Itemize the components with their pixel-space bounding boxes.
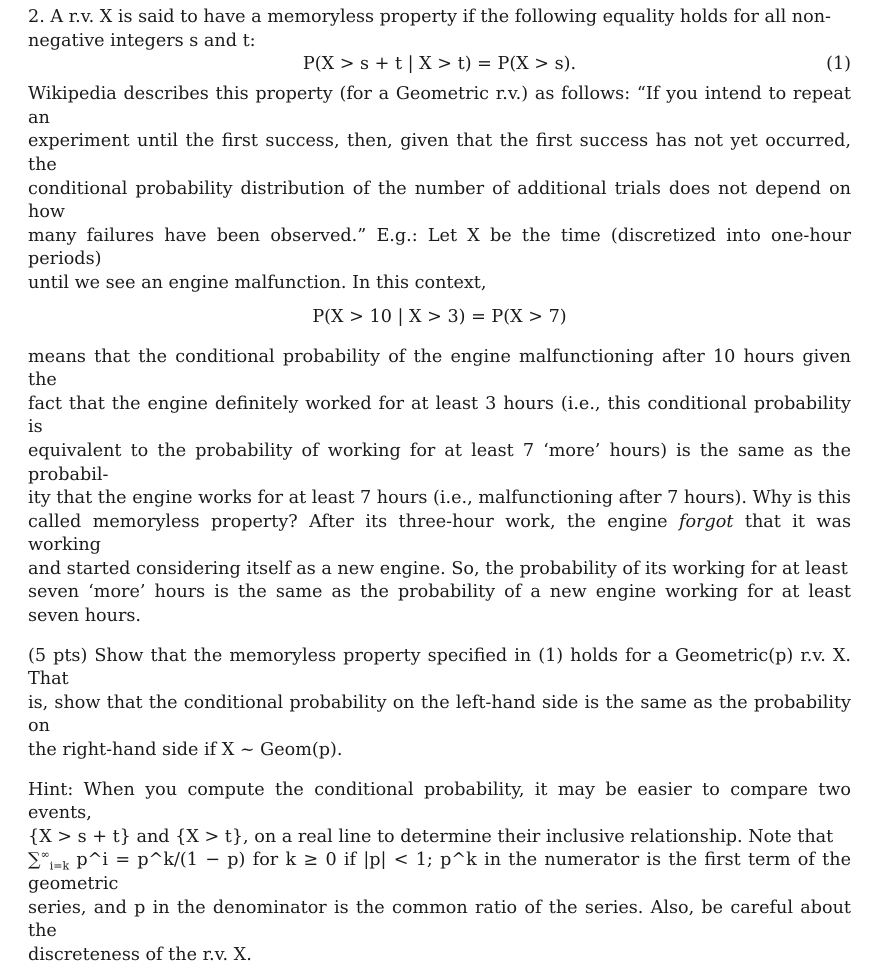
explanation-line: ity that the engine works for at least 7 hours (i.e., malfunctioning after 7 hours). Why is this xyxy=(28,488,851,509)
task-line: (5 pts) Show that the memoryless property specified in (1) holds for a Geometric(p) r.v. X. That xyxy=(28,645,851,690)
task-paragraph xyxy=(28,645,851,763)
forgot-emphasis: forgot xyxy=(679,511,734,532)
wiki-line: experiment until the first success, then, given that the first success has not yet occurred, the xyxy=(28,131,851,175)
hint-line: {X > s + t} and {X > t}, on a real line to determine their inclusive relationship. Note that xyxy=(28,826,834,847)
equation-number: (1) xyxy=(826,54,851,75)
explanation-line: called memoryless property? After its three-hour work, the engine xyxy=(28,511,680,532)
hint-line: p^i = p^k/(1 − p) for k ≥ 0 if |p| < 1; p^k in the numerator is the first term of the geometric xyxy=(28,850,851,894)
explanation-paragraph xyxy=(28,346,851,629)
hint-paragraph xyxy=(28,779,851,967)
example-equation: P(X > 10 | X > 3) = P(X > 7) xyxy=(312,306,567,327)
task-line: is, show that the conditional probability on the left-hand side is the same as the probability on xyxy=(28,692,851,737)
sum-upper-limit: ∞ xyxy=(40,848,50,862)
sum-lower-limit: i=k xyxy=(49,859,70,873)
explanation-line: seven ‘more’ hours is the same as the probability of a new engine working for at least seven hours. xyxy=(28,582,851,627)
hint-line: series, and p in the denominator is the common ratio of the series. Also, be careful about the xyxy=(28,897,851,942)
intro-line-2: negative integers s and t: xyxy=(28,30,256,51)
explanation-line: means that the conditional probability of the engine malfunctioning after 10 hours given the xyxy=(28,346,851,391)
explanation-line: equivalent to the probability of working for at least 7 ‘more’ hours) is the same as the probabil- xyxy=(28,440,851,485)
intro-line-1: 2. A r.v. X is said to have a memoryless property if the following equality holds for all non- xyxy=(28,7,831,27)
wiki-line: Wikipedia describes this property (for a Geometric r.v.) as follows: “If you intend to repeat an xyxy=(28,84,851,128)
wiki-line: conditional probability distribution of the number of additional trials does not depend on how xyxy=(28,178,851,223)
explanation-line: that it was working xyxy=(28,511,851,556)
wiki-line: until we see an engine malfunction. In this context, xyxy=(28,272,487,293)
wiki-line: many failures have been observed.” E.g.: Let X be the time (discretized into one-hour periods) xyxy=(28,225,851,270)
hint-line: discreteness of the r.v. X. xyxy=(28,944,252,965)
problem-intro xyxy=(28,6,851,53)
wikipedia-paragraph xyxy=(28,83,851,295)
sum-symbol: ∑ xyxy=(28,850,41,871)
explanation-line: and started considering itself as a new engine. So, the probability of its working for at least xyxy=(28,558,848,579)
task-line: the right-hand side if X ~ Geom(p). xyxy=(28,740,343,761)
hint-line: Hint: When you compute the conditional probability, it may be easier to compare two events, xyxy=(28,779,851,824)
memoryless-equation-row xyxy=(28,53,851,83)
memoryless-equation: P(X > s + t | X > t) = P(X > s). xyxy=(302,54,577,75)
explanation-line: fact that the engine definitely worked for at least 3 hours (i.e., this conditional probability is xyxy=(28,393,851,438)
